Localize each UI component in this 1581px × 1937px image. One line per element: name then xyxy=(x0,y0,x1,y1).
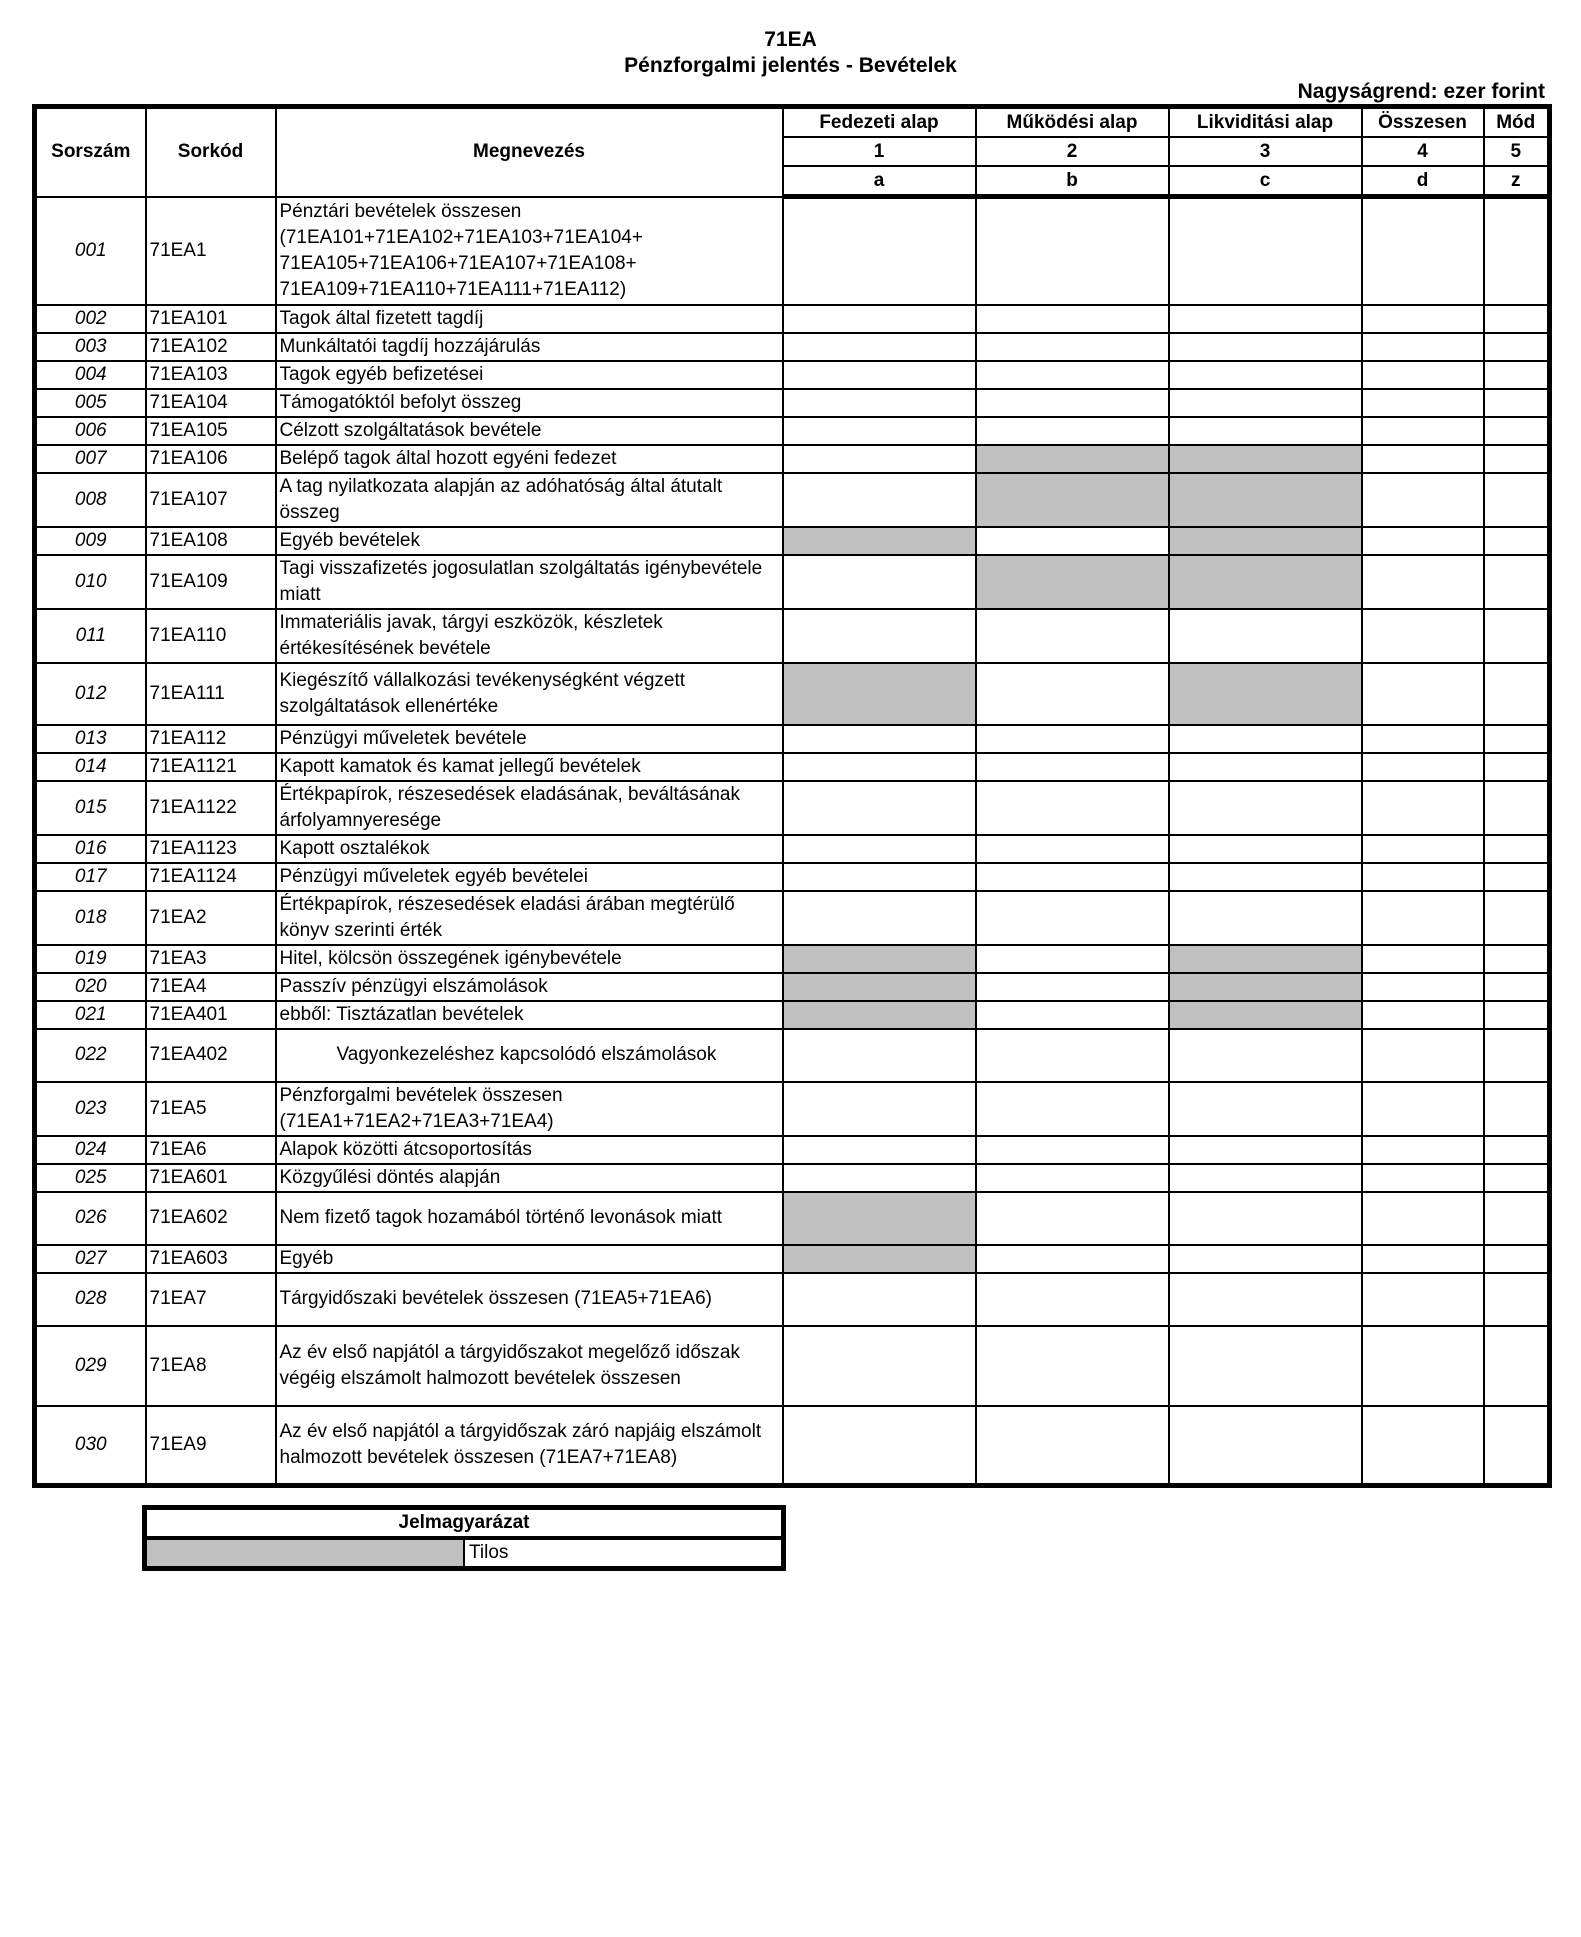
cell-mukodesi[interactable] xyxy=(976,945,1169,973)
table-row xyxy=(35,1326,1550,1406)
unit-label: Nagyságrend: ezer forint xyxy=(1297,80,1545,103)
table-body xyxy=(35,197,1550,1486)
cell-fedezeti[interactable] xyxy=(783,361,976,389)
table-row xyxy=(35,1164,1550,1192)
cell-mukodesi[interactable] xyxy=(976,725,1169,753)
cell-fedezeti[interactable] xyxy=(783,753,976,781)
cell-osszesen[interactable] xyxy=(1362,1001,1484,1029)
row-description: Az év első napjától a tárgyidőszakot megelőző időszak végéig elszámolt halmozott bevételek összesen xyxy=(276,1326,783,1406)
row-number: 005 xyxy=(35,389,146,417)
cell-mod[interactable] xyxy=(1484,1245,1550,1273)
row-code: 71EA106 xyxy=(146,445,276,473)
cell-mod[interactable] xyxy=(1484,305,1550,333)
cell-mod[interactable] xyxy=(1484,333,1550,361)
row-description: Célzott szolgáltatások bevétele xyxy=(276,417,783,445)
cell-mod[interactable] xyxy=(1484,863,1550,891)
cell-fedezeti[interactable] xyxy=(783,197,976,305)
table-row xyxy=(35,305,1550,333)
cell-likviditasi-forbidden xyxy=(1169,1001,1362,1029)
cell-osszesen[interactable] xyxy=(1362,1082,1484,1136)
cell-osszesen[interactable] xyxy=(1362,389,1484,417)
row-code: 71EA7 xyxy=(146,1273,276,1326)
cell-mod[interactable] xyxy=(1484,1136,1550,1164)
cell-likviditasi[interactable] xyxy=(1169,1326,1362,1406)
row-description: Immateriális javak, tárgyi eszközök, készletek értékesítésének bevétele xyxy=(276,609,783,663)
row-code: 71EA401 xyxy=(146,1001,276,1029)
cell-likviditasi[interactable] xyxy=(1169,609,1362,663)
cell-mod[interactable] xyxy=(1484,1082,1550,1136)
row-description: Munkáltatói tagdíj hozzájárulás xyxy=(276,333,783,361)
cell-mod[interactable] xyxy=(1484,835,1550,863)
revenue-table xyxy=(32,104,1552,1488)
row-description: A tag nyilatkozata alapján az adóhatóság által átutalt összeg xyxy=(276,473,783,527)
legend-swatch-forbidden xyxy=(145,1538,465,1569)
cell-likviditasi-forbidden xyxy=(1169,445,1362,473)
cell-mod[interactable] xyxy=(1484,417,1550,445)
row-code: 71EA109 xyxy=(146,555,276,609)
form-title: Pénzforgalmi jelentés - Bevételek xyxy=(624,54,957,77)
row-description: Kapott kamatok és kamat jellegű bevételek xyxy=(276,753,783,781)
row-code: 71EA110 xyxy=(146,609,276,663)
row-description: ebből: Tisztázatlan bevételek xyxy=(276,1001,783,1029)
table-row xyxy=(35,1273,1550,1326)
cell-mukodesi-forbidden xyxy=(976,473,1169,527)
row-number: 001 xyxy=(35,197,146,305)
row-code: 71EA107 xyxy=(146,473,276,527)
row-code: 71EA603 xyxy=(146,1245,276,1273)
cell-likviditasi[interactable] xyxy=(1169,1406,1362,1486)
cell-osszesen[interactable] xyxy=(1362,725,1484,753)
col-header-fedezeti: Fedezeti alap xyxy=(783,107,976,138)
table-row xyxy=(35,945,1550,973)
table-row xyxy=(35,863,1550,891)
cell-fedezeti[interactable] xyxy=(783,863,976,891)
cell-osszesen[interactable] xyxy=(1362,609,1484,663)
table-row xyxy=(35,753,1550,781)
row-description: Pénzügyi műveletek egyéb bevételei xyxy=(276,863,783,891)
cell-fedezeti[interactable] xyxy=(783,835,976,863)
row-description: Közgyűlési döntés alapján xyxy=(276,1164,783,1192)
col-letter: b xyxy=(976,166,1169,197)
cell-mukodesi[interactable] xyxy=(976,891,1169,945)
col-header-mukodesi: Működési alap xyxy=(976,107,1169,138)
table-row xyxy=(35,781,1550,835)
cell-mukodesi[interactable] xyxy=(976,835,1169,863)
row-number: 022 xyxy=(35,1029,146,1082)
cell-likviditasi[interactable] xyxy=(1169,305,1362,333)
cell-likviditasi[interactable] xyxy=(1169,361,1362,389)
cell-mukodesi[interactable] xyxy=(976,1326,1169,1406)
cell-fedezeti[interactable] xyxy=(783,305,976,333)
row-code: 71EA1 xyxy=(146,197,276,305)
table-row xyxy=(35,1192,1550,1245)
cell-likviditasi[interactable] xyxy=(1169,753,1362,781)
cell-fedezeti[interactable] xyxy=(783,389,976,417)
cell-osszesen[interactable] xyxy=(1362,753,1484,781)
cell-mukodesi[interactable] xyxy=(976,1164,1169,1192)
table-row xyxy=(35,725,1550,753)
cell-fedezeti[interactable] xyxy=(783,1164,976,1192)
cell-likviditasi[interactable] xyxy=(1169,1164,1362,1192)
row-code: 71EA108 xyxy=(146,527,276,555)
row-code: 71EA1121 xyxy=(146,753,276,781)
cell-mod[interactable] xyxy=(1484,197,1550,305)
cell-likviditasi-forbidden xyxy=(1169,527,1362,555)
row-code: 71EA102 xyxy=(146,333,276,361)
table-row xyxy=(35,835,1550,863)
row-code: 71EA1124 xyxy=(146,863,276,891)
cell-mukodesi[interactable] xyxy=(976,1082,1169,1136)
row-description: Támogatóktól befolyt összeg xyxy=(276,389,783,417)
cell-fedezeti-forbidden xyxy=(783,663,976,725)
col-header-likviditasi: Likviditási alap xyxy=(1169,107,1362,138)
cell-mukodesi[interactable] xyxy=(976,1001,1169,1029)
table-row xyxy=(35,1406,1550,1486)
row-description: Kiegészítő vállalkozási tevékenységként végzett szolgáltatások ellenértéke xyxy=(276,663,783,725)
table-row xyxy=(35,361,1550,389)
cell-fedezeti[interactable] xyxy=(783,1029,976,1082)
row-description: Pénzforgalmi bevételek összesen (71EA1+71EA2+71EA3+71EA4) xyxy=(276,1082,783,1136)
cell-mod[interactable] xyxy=(1484,473,1550,527)
col-header-sorkod: Sorkód xyxy=(146,107,276,197)
row-description: Értékpapírok, részesedések eladási árában megtérülő könyv szerinti érték xyxy=(276,891,783,945)
table-row xyxy=(35,389,1550,417)
row-description: Tárgyidőszaki bevételek összesen (71EA5+71EA6) xyxy=(276,1273,783,1326)
table-row xyxy=(35,197,1550,305)
cell-osszesen[interactable] xyxy=(1362,197,1484,305)
row-code: 71EA111 xyxy=(146,663,276,725)
cell-osszesen[interactable] xyxy=(1362,1192,1484,1245)
row-code: 71EA1122 xyxy=(146,781,276,835)
col-letter: z xyxy=(1484,166,1550,197)
row-description: Tagok egyéb befizetései xyxy=(276,361,783,389)
cell-osszesen[interactable] xyxy=(1362,473,1484,527)
row-description: Pénztári bevételek összesen (71EA101+71EA102+71EA103+71EA104+ 71EA105+71EA106+71EA107+71EA108+ 71EA109+71EA110+71EA111+71EA112) xyxy=(276,197,783,305)
cell-likviditasi[interactable] xyxy=(1169,891,1362,945)
cell-mod[interactable] xyxy=(1484,555,1550,609)
cell-fedezeti[interactable] xyxy=(783,1273,976,1326)
cell-mod[interactable] xyxy=(1484,361,1550,389)
row-number: 015 xyxy=(35,781,146,835)
row-description: Az év első napjától a tárgyidőszak záró napjáig elszámolt halmozott bevételek összesen (71EA7+71EA8) xyxy=(276,1406,783,1486)
row-number: 002 xyxy=(35,305,146,333)
row-description: Kapott osztalékok xyxy=(276,835,783,863)
table-row xyxy=(35,527,1550,555)
col-header-osszesen: Összesen xyxy=(1362,107,1484,138)
cell-mukodesi[interactable] xyxy=(976,1029,1169,1082)
cell-mod[interactable] xyxy=(1484,1326,1550,1406)
cell-osszesen[interactable] xyxy=(1362,1326,1484,1406)
form-code: 71EA xyxy=(764,28,817,51)
cell-mukodesi[interactable] xyxy=(976,1406,1169,1486)
row-code: 71EA402 xyxy=(146,1029,276,1082)
row-number: 013 xyxy=(35,725,146,753)
table-row xyxy=(35,1136,1550,1164)
col-letter: c xyxy=(1169,166,1362,197)
cell-mod[interactable] xyxy=(1484,973,1550,1001)
row-number: 018 xyxy=(35,891,146,945)
row-description: Belépő tagok által hozott egyéni fedezet xyxy=(276,445,783,473)
row-number: 028 xyxy=(35,1273,146,1326)
row-number: 012 xyxy=(35,663,146,725)
cell-likviditasi[interactable] xyxy=(1169,1136,1362,1164)
table-row xyxy=(35,445,1550,473)
table-row xyxy=(35,973,1550,1001)
col-number: 4 xyxy=(1362,137,1484,166)
table-row xyxy=(35,473,1550,527)
cell-mod[interactable] xyxy=(1484,1164,1550,1192)
cell-likviditasi-forbidden xyxy=(1169,473,1362,527)
cell-likviditasi-forbidden xyxy=(1169,973,1362,1001)
table-row xyxy=(35,891,1550,945)
row-code: 71EA602 xyxy=(146,1192,276,1245)
cell-osszesen[interactable] xyxy=(1362,361,1484,389)
row-code: 71EA6 xyxy=(146,1136,276,1164)
cell-mod[interactable] xyxy=(1484,609,1550,663)
table-row xyxy=(35,417,1550,445)
row-code: 71EA1123 xyxy=(146,835,276,863)
table-row xyxy=(35,1245,1550,1273)
cell-likviditasi-forbidden xyxy=(1169,555,1362,609)
row-number: 030 xyxy=(35,1406,146,1486)
cell-mod[interactable] xyxy=(1484,891,1550,945)
cell-osszesen[interactable] xyxy=(1362,527,1484,555)
cell-fedezeti[interactable] xyxy=(783,333,976,361)
cell-fedezeti[interactable] xyxy=(783,1082,976,1136)
table-row xyxy=(35,1029,1550,1082)
cell-fedezeti-forbidden xyxy=(783,945,976,973)
row-number: 006 xyxy=(35,417,146,445)
row-code: 71EA4 xyxy=(146,973,276,1001)
cell-mod[interactable] xyxy=(1484,945,1550,973)
cell-osszesen[interactable] xyxy=(1362,835,1484,863)
row-number: 011 xyxy=(35,609,146,663)
cell-mod[interactable] xyxy=(1484,1406,1550,1486)
cell-osszesen[interactable] xyxy=(1362,891,1484,945)
cell-fedezeti[interactable] xyxy=(783,1406,976,1486)
cell-likviditasi[interactable] xyxy=(1169,333,1362,361)
cell-mukodesi[interactable] xyxy=(976,389,1169,417)
table-row xyxy=(35,1082,1550,1136)
cell-likviditasi[interactable] xyxy=(1169,1082,1362,1136)
col-letter: a xyxy=(783,166,976,197)
row-number: 024 xyxy=(35,1136,146,1164)
cell-fedezeti[interactable] xyxy=(783,609,976,663)
row-code: 71EA3 xyxy=(146,945,276,973)
cell-mod[interactable] xyxy=(1484,445,1550,473)
cell-likviditasi[interactable] xyxy=(1169,1273,1362,1326)
cell-mukodesi[interactable] xyxy=(976,863,1169,891)
cell-mod[interactable] xyxy=(1484,1001,1550,1029)
cell-osszesen[interactable] xyxy=(1362,781,1484,835)
cell-mod[interactable] xyxy=(1484,725,1550,753)
row-code: 71EA104 xyxy=(146,389,276,417)
cell-mod[interactable] xyxy=(1484,753,1550,781)
cell-likviditasi[interactable] xyxy=(1169,835,1362,863)
table-row xyxy=(35,609,1550,663)
cell-osszesen[interactable] xyxy=(1362,663,1484,725)
row-description: Tagi visszafizetés jogosulatlan szolgáltatás igénybevétele miatt xyxy=(276,555,783,609)
cell-likviditasi[interactable] xyxy=(1169,781,1362,835)
cell-mod[interactable] xyxy=(1484,781,1550,835)
cell-osszesen[interactable] xyxy=(1362,1245,1484,1273)
cell-fedezeti-forbidden xyxy=(783,973,976,1001)
cell-mukodesi[interactable] xyxy=(976,663,1169,725)
cell-mukodesi[interactable] xyxy=(976,333,1169,361)
cell-fedezeti-forbidden xyxy=(783,527,976,555)
cell-fedezeti[interactable] xyxy=(783,1136,976,1164)
row-code: 71EA9 xyxy=(146,1406,276,1486)
cell-likviditasi[interactable] xyxy=(1169,1245,1362,1273)
cell-likviditasi[interactable] xyxy=(1169,1029,1362,1082)
row-number: 025 xyxy=(35,1164,146,1192)
cell-likviditasi[interactable] xyxy=(1169,725,1362,753)
row-code: 71EA2 xyxy=(146,891,276,945)
row-code: 71EA105 xyxy=(146,417,276,445)
table-row xyxy=(35,1001,1550,1029)
row-description: Passzív pénzügyi elszámolások xyxy=(276,973,783,1001)
cell-mukodesi[interactable] xyxy=(976,197,1169,305)
cell-osszesen[interactable] xyxy=(1362,1136,1484,1164)
col-header-megnevezes: Megnevezés xyxy=(276,107,783,197)
row-description: Alapok közötti átcsoportosítás xyxy=(276,1136,783,1164)
cell-likviditasi[interactable] xyxy=(1169,863,1362,891)
row-description: Értékpapírok, részesedések eladásának, beváltásának árfolyamnyeresége xyxy=(276,781,783,835)
cell-fedezeti[interactable] xyxy=(783,555,976,609)
cell-osszesen[interactable] xyxy=(1362,973,1484,1001)
cell-fedezeti[interactable] xyxy=(783,473,976,527)
cell-osszesen[interactable] xyxy=(1362,333,1484,361)
row-number: 010 xyxy=(35,555,146,609)
cell-mukodesi[interactable] xyxy=(976,1192,1169,1245)
cell-mukodesi[interactable] xyxy=(976,753,1169,781)
row-description: Egyéb bevételek xyxy=(276,527,783,555)
table-row xyxy=(35,663,1550,725)
cell-mukodesi[interactable] xyxy=(976,305,1169,333)
row-number: 017 xyxy=(35,863,146,891)
col-header-mod: Mód xyxy=(1484,107,1550,138)
cell-mukodesi[interactable] xyxy=(976,1136,1169,1164)
col-number: 1 xyxy=(783,137,976,166)
row-number: 009 xyxy=(35,527,146,555)
row-description: Egyéb xyxy=(276,1245,783,1273)
cell-fedezeti[interactable] xyxy=(783,891,976,945)
cell-osszesen[interactable] xyxy=(1362,417,1484,445)
row-number: 021 xyxy=(35,1001,146,1029)
cell-likviditasi-forbidden xyxy=(1169,945,1362,973)
legend xyxy=(142,1505,786,1571)
col-header-sorszam: Sorszám xyxy=(35,107,146,197)
cell-osszesen[interactable] xyxy=(1362,1164,1484,1192)
cell-likviditasi[interactable] xyxy=(1169,389,1362,417)
row-number: 027 xyxy=(35,1245,146,1273)
cell-mod[interactable] xyxy=(1484,1273,1550,1326)
cell-mukodesi[interactable] xyxy=(976,527,1169,555)
cell-mukodesi[interactable] xyxy=(976,417,1169,445)
col-letter: d xyxy=(1362,166,1484,197)
row-number: 004 xyxy=(35,361,146,389)
cell-likviditasi[interactable] xyxy=(1169,417,1362,445)
row-code: 71EA101 xyxy=(146,305,276,333)
row-code: 71EA8 xyxy=(146,1326,276,1406)
legend-title: Jelmagyarázat xyxy=(145,1508,784,1539)
row-number: 019 xyxy=(35,945,146,973)
row-number: 014 xyxy=(35,753,146,781)
cell-osszesen[interactable] xyxy=(1362,305,1484,333)
cell-mukodesi[interactable] xyxy=(976,361,1169,389)
row-description: Nem fizető tagok hozamából történő levonások miatt xyxy=(276,1192,783,1245)
row-code: 71EA5 xyxy=(146,1082,276,1136)
row-number: 003 xyxy=(35,333,146,361)
cell-osszesen[interactable] xyxy=(1362,945,1484,973)
row-number: 026 xyxy=(35,1192,146,1245)
row-description: Vagyonkezeléshez kapcsolódó elszámolások xyxy=(276,1029,783,1082)
row-description: Pénzügyi műveletek bevétele xyxy=(276,725,783,753)
cell-mod[interactable] xyxy=(1484,527,1550,555)
cell-likviditasi[interactable] xyxy=(1169,1192,1362,1245)
cell-mukodesi[interactable] xyxy=(976,781,1169,835)
table-row xyxy=(35,333,1550,361)
cell-fedezeti[interactable] xyxy=(783,1326,976,1406)
row-number: 029 xyxy=(35,1326,146,1406)
cell-fedezeti-forbidden xyxy=(783,1245,976,1273)
cell-mukodesi[interactable] xyxy=(976,1245,1169,1273)
row-description: Hitel, kölcsön összegének igénybevétele xyxy=(276,945,783,973)
cell-fedezeti[interactable] xyxy=(783,417,976,445)
row-description: Tagok által fizetett tagdíj xyxy=(276,305,783,333)
legend-label-forbidden: Tilos xyxy=(464,1538,784,1569)
cell-osszesen[interactable] xyxy=(1362,1273,1484,1326)
cell-fedezeti-forbidden xyxy=(783,1192,976,1245)
cell-osszesen[interactable] xyxy=(1362,1029,1484,1082)
col-number: 3 xyxy=(1169,137,1362,166)
cell-osszesen[interactable] xyxy=(1362,555,1484,609)
cell-fedezeti[interactable] xyxy=(783,445,976,473)
row-number: 020 xyxy=(35,973,146,1001)
row-code: 71EA601 xyxy=(146,1164,276,1192)
cell-mukodesi[interactable] xyxy=(976,973,1169,1001)
cell-likviditasi-forbidden xyxy=(1169,663,1362,725)
row-number: 008 xyxy=(35,473,146,527)
row-code: 71EA103 xyxy=(146,361,276,389)
cell-mod[interactable] xyxy=(1484,1192,1550,1245)
cell-mod[interactable] xyxy=(1484,389,1550,417)
cell-fedezeti[interactable] xyxy=(783,725,976,753)
cell-mukodesi[interactable] xyxy=(976,1273,1169,1326)
row-number: 007 xyxy=(35,445,146,473)
cell-mod[interactable] xyxy=(1484,1029,1550,1082)
table-row xyxy=(35,555,1550,609)
cell-mukodesi-forbidden xyxy=(976,445,1169,473)
cell-mukodesi[interactable] xyxy=(976,609,1169,663)
col-number: 2 xyxy=(976,137,1169,166)
col-number: 5 xyxy=(1484,137,1550,166)
cell-osszesen[interactable] xyxy=(1362,445,1484,473)
row-code: 71EA112 xyxy=(146,725,276,753)
row-number: 023 xyxy=(35,1082,146,1136)
cell-likviditasi[interactable] xyxy=(1169,197,1362,305)
cell-fedezeti-forbidden xyxy=(783,1001,976,1029)
cell-mukodesi-forbidden xyxy=(976,555,1169,609)
cell-fedezeti[interactable] xyxy=(783,781,976,835)
cell-mod[interactable] xyxy=(1484,663,1550,725)
cell-osszesen[interactable] xyxy=(1362,1406,1484,1486)
row-number: 016 xyxy=(35,835,146,863)
cell-osszesen[interactable] xyxy=(1362,863,1484,891)
